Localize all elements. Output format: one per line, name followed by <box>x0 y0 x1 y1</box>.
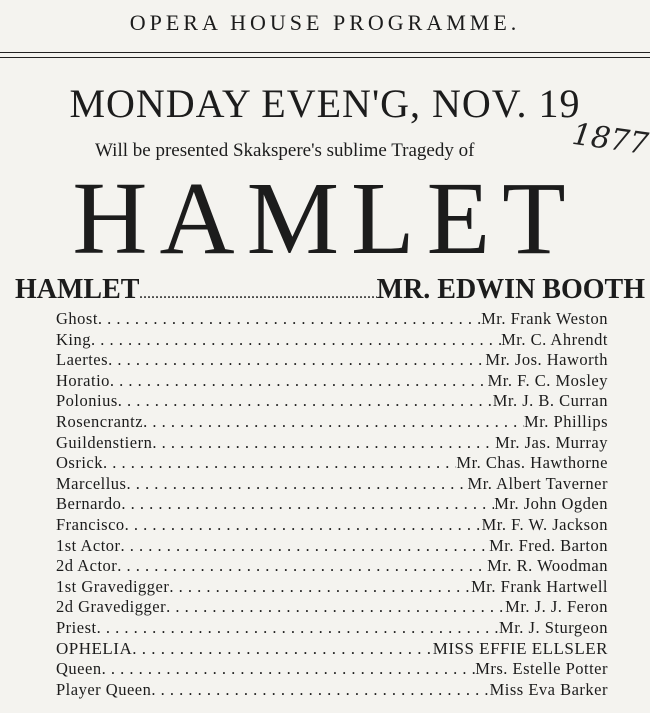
cast-role: King <box>56 329 91 349</box>
cast-actor: Mr. Albert Taverner <box>467 473 608 493</box>
cast-actor: Mr. Frank Hartwell <box>471 576 608 596</box>
cast-row <box>56 453 608 474</box>
cast-row <box>56 350 608 371</box>
cast-actor: Mr. J. B. Curran <box>492 391 608 411</box>
leader-dots <box>139 274 376 306</box>
cast-actor: Mr. Fred. Barton <box>489 535 608 555</box>
leader-dots <box>98 309 481 329</box>
leader-dots <box>110 371 488 391</box>
cast-row <box>56 391 608 412</box>
leader-dots <box>118 391 493 411</box>
cast-role: OPHELIA <box>56 638 133 658</box>
cast-role: Laertes <box>56 350 109 370</box>
leader-dots <box>117 556 487 576</box>
cast-actor: Mrs. Estelle Potter <box>475 659 608 679</box>
masthead-title: OPERA HOUSE PROGRAMME. <box>129 10 521 35</box>
cast-actor: Mr. J. J. Feron <box>505 597 608 617</box>
leader-dots <box>121 494 494 514</box>
cast-role: Polonius <box>56 391 118 411</box>
leader-dots <box>102 659 476 679</box>
cast-actor: Mr. F. W. Jackson <box>481 514 608 534</box>
cast-actor: Mr. Chas. Hawthorne <box>456 453 608 473</box>
top-rule <box>0 52 650 53</box>
leader-dots <box>103 453 456 473</box>
leader-dots <box>166 597 505 617</box>
cast-role: 1st Actor <box>56 535 121 555</box>
cast-actor: Miss Eva Barker <box>489 679 608 699</box>
cast-actor: MISS EFFIE ELLSLER <box>432 638 608 658</box>
cast-row <box>56 515 608 536</box>
cast-list <box>56 309 608 700</box>
cast-row <box>56 330 608 351</box>
cast-actor: Mr. F. C. Mosley <box>487 370 608 390</box>
cast-role: 2d Gravedigger <box>56 597 167 617</box>
cast-row <box>56 494 608 515</box>
cast-role: Francisco <box>56 514 125 534</box>
cast-row <box>56 577 608 598</box>
cast-row <box>56 659 608 680</box>
play-title: HAMLET <box>72 161 578 276</box>
cast-role: Guildenstiern <box>56 432 153 452</box>
cast-row <box>56 536 608 557</box>
date-line: MONDAY EVEN'G, NOV. 19 <box>69 81 581 126</box>
second-rule <box>0 57 650 58</box>
cast-row <box>56 371 608 392</box>
cast-role: Queen <box>56 659 102 679</box>
leader-dots <box>97 618 499 638</box>
cast-row <box>56 597 608 618</box>
cast-actor: Mr. R. Woodman <box>487 556 608 576</box>
cast-actor: Mr. John Ogden <box>494 494 608 514</box>
leader-dots <box>151 680 489 700</box>
cast-row <box>56 556 608 577</box>
leader-dots <box>108 350 485 370</box>
handwritten-year: 1877 <box>569 116 650 163</box>
cast-actor: Mr. Phillips <box>524 411 608 431</box>
cast-role: Marcellus <box>56 473 127 493</box>
cast-row <box>56 618 608 639</box>
leader-dots <box>143 412 524 432</box>
cast-actor: Mr. Frank Weston <box>481 309 608 328</box>
leader-dots <box>91 330 501 350</box>
leader-dots <box>132 639 433 659</box>
leader-dots <box>126 474 467 494</box>
cast-row <box>56 433 608 454</box>
leader-dots <box>169 577 471 597</box>
cast-role: Player Queen <box>56 679 152 699</box>
cast-actor: Mr. Jos. Haworth <box>485 350 608 370</box>
lead-cast-row <box>15 274 645 308</box>
cast-actor: Mr. C. Ahrendt <box>501 329 608 349</box>
cast-role: Bernardo <box>56 494 122 514</box>
cast-row <box>56 639 608 660</box>
leader-dots <box>125 515 482 535</box>
cast-actor: Mr. Jas. Murray <box>495 432 608 452</box>
cast-role: Osrick <box>56 453 103 473</box>
cast-row <box>56 474 608 495</box>
cast-row <box>56 309 608 330</box>
leader-dots <box>121 536 490 556</box>
cast-row <box>56 680 608 701</box>
cast-role: Horatio <box>56 370 110 390</box>
cast-row <box>56 412 608 433</box>
leader-dots <box>152 433 495 453</box>
cast-role: Ghost <box>56 309 98 328</box>
cast-role: 2d Actor <box>56 556 118 576</box>
cast-role: 1st Gravedigger <box>56 576 170 596</box>
cast-role: Priest <box>56 617 97 637</box>
cast-role: Rosencrantz <box>56 411 144 431</box>
lead-actor: MR. EDWIN BOOTH <box>376 274 645 305</box>
lead-role: HAMLET <box>15 274 140 305</box>
intro-text: Will be presented Skakspere's sublime Tragedy of <box>95 140 475 161</box>
cast-actor: Mr. J. Sturgeon <box>499 617 608 637</box>
